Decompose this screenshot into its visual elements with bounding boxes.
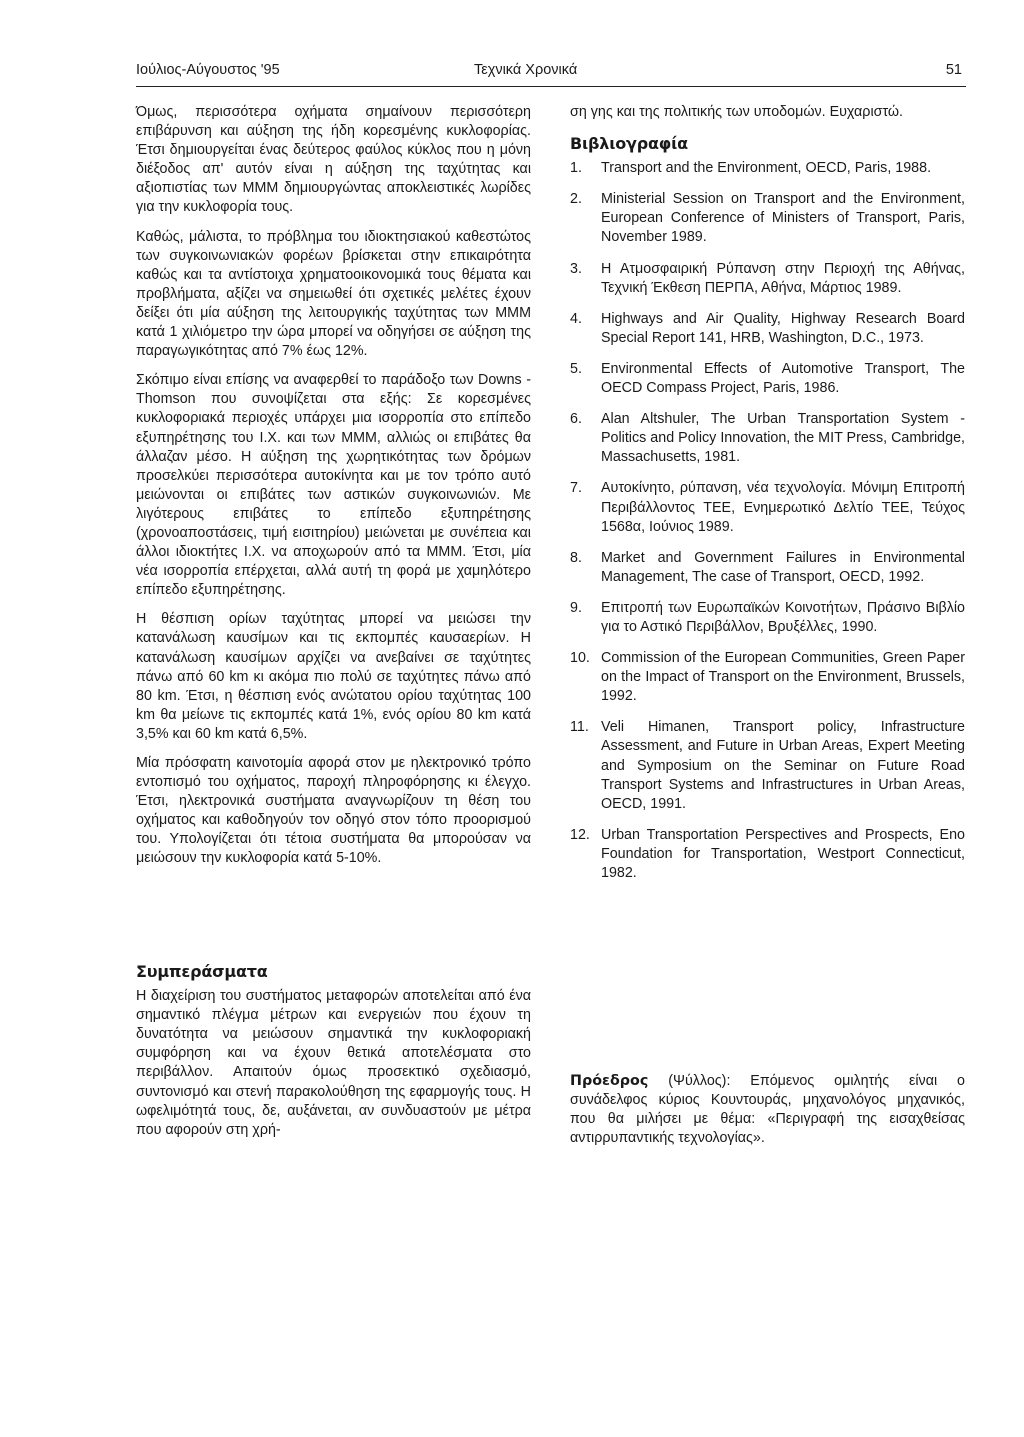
reference-item bbox=[570, 549, 965, 587]
reference-item bbox=[570, 310, 965, 348]
reference-number: 8. bbox=[570, 549, 582, 566]
conclusions-text: Η διαχείριση του συστήματος μεταφορών αποτελείται από ένα σημαντικό πλέγμα μέτρων και ενεργειών που έχουν τη δυνατότητα να μειώσουν σημαντικά την κυκλοφοριακή συμφόρηση και να έχουν θετικά αποτελέσματα στο περιβάλλον. Απαιτούν όμως προσεκτικό σχεδιασμό, συντονισμό και στενή παρακολούθηση της εφαρμογής τους. Η ωφελιμότητά τους, δε, αυξάνεται, αν συνδυαστούν με μέτρα που αφορούν στη χρή- bbox=[136, 988, 531, 1138]
reference-text: Highways and Air Quality, Highway Research Board Special Report 141, HRB, Washington, D.C., 1973. bbox=[601, 310, 965, 346]
page-number: 51 bbox=[945, 62, 962, 78]
reference-text: Veli Himanen, Transport policy, Infrastructure Assessment, and Future in Urban Areas, Expert Meeting and Symposium on the Seminar on Future Road Transport Systems and Infrastructures in Urban Areas, OECD, 1991. bbox=[601, 719, 965, 812]
reference-text: Environmental Effects of Automotive Transport, The OECD Compass Project, Paris, 1986. bbox=[601, 360, 965, 397]
reference-item bbox=[570, 649, 965, 706]
reference-text: Ministerial Session on Transport and the Environment, European Conference of Ministers of Transport, Paris, November 1989. bbox=[601, 191, 965, 246]
reference-number: 5. bbox=[570, 360, 582, 377]
reference-text: Αυτοκίνητο, ρύπανση, νέα τεχνολογία. Μόνιμη Επιτροπή Περιβάλλοντος ΤΕΕ, Ενημερωτικό Δελτίο ΤΕΕ, Τεύχος 1568α, Ιούνιος 1989. bbox=[601, 480, 965, 535]
reference-number: 4. bbox=[570, 310, 582, 327]
reference-item bbox=[570, 410, 965, 467]
chair-text: (Ψύλλος): Επόμενος ομιλητής είναι ο συνάδελφος κύριος Κουντουράς, μηχανολόγος μηχανικός, που θα μιλήσει με θέμα: «Περιγραφή της εισαχθείσας αντιρρυπαντικής τεχνολογίας». bbox=[570, 1073, 965, 1147]
issue-date: Ιούλιος-Αύγουστος '95 bbox=[136, 62, 280, 78]
body-paragraph: Σκόπιμο είναι επίσης να αναφερθεί το παράδοξο των Downs - Thomson που συνοψίζεται στα εξής: Σε κορεσμένες κυκλοφοριακά περιοχές υπάρχει μια ισορροπία στο επίπεδο εξυπηρέτησης του Ι.Χ. και των ΜΜΜ, αλλιώς οι επιβάτες θα άλλαζαν μέσο. Η αύξηση της χωρητικότητας των δρόμων προσελκύει περισσότερα αυτοκίνητα και με τον τρόπο αυτό μειώνονται οι επιβάτες των αστικών συγκοινωνιών. Με λιγότερους επιβάτες το επίπεδο εξυπηρέτησης (χρονοαποστάσεις, τιμή εισιτηρίου) μειώνεται με συνέπεια και άλλοι ιδιοκτήτες Ι.Χ. να αποχωρούν από τα ΜΜΜ. Έτσι, μία νέα ισορροπία επέρχεται, αλλά αυτή τη φορά με χαμηλότερο επίπεδο εξυπηρέτησης. bbox=[136, 372, 531, 599]
reference-item bbox=[570, 159, 965, 178]
reference-text: Η Ατμοσφαιρική Ρύπανση στην Περιοχή της Αθήνας, Τεχνική Έκθεση ΠΕΡΠΑ, Αθήνα, Μάρτιος 1989. bbox=[601, 260, 965, 296]
reference-item bbox=[570, 826, 965, 883]
reference-item bbox=[570, 190, 965, 247]
reference-text: Urban Transportation Perspectives and Prospects, Eno Foundation for Transportation, Westport Connecticut, 1982. bbox=[601, 826, 965, 881]
reference-text: Market and Government Failures in Environmental Management, The case of Transport, OECD, 1992. bbox=[601, 549, 965, 585]
conclusions-heading: Συμπεράσματα bbox=[136, 962, 268, 981]
reference-item bbox=[570, 599, 965, 637]
reference-text: Alan Altshuler, The Urban Transportation System - Politics and Policy Innovation, the MIT Press, Cambridge, Massachusetts, 1981. bbox=[601, 411, 965, 466]
reference-item bbox=[570, 360, 965, 398]
body-paragraph: Μία πρόσφατη καινοτομία αφορά στον με ηλεκτρονικό τρόπο εντοπισμό του οχήματος, παροχή πληροφόρησης κι έλεγχο. Έτσι, ηλεκτρονικά συστήματα αναγνωρίζουν τη θέση του οχήματος και καθοδηγούν τον οδηγό στον τόπο προορισμού του. Υπολογίζεται ότι τέτοια συστήματα θα μπορούσαν να μειώσουν την κυκλοφορία κατά 5-10%. bbox=[136, 755, 531, 867]
bibliography-heading: Βιβλιογραφία bbox=[570, 134, 688, 154]
reference-number: 1. bbox=[570, 160, 582, 177]
body-paragraph: Καθώς, μάλιστα, το πρόβλημα του ιδιοκτησιακού καθεστώτος των συγκοινωνιακών φορέων βρίσκεται στην επικαιρότητα καθώς και τα αντίστοιχα χρηματοοικονομικά τους θέματα και προβλήματα, αξίζει να σημειωθεί ότι σχετικές μελέτες έχουν δείξει ότι μία αύξηση της λειτουργικής ταχύτητας των ΜΜΜ κατά 1 χιλιόμετρο την ώρα μπορεί να οδηγήσει σε αύξηση της παραγωγικότητας από 7% έως 12%. bbox=[136, 228, 531, 360]
left-column bbox=[136, 103, 531, 879]
reference-number: 6. bbox=[570, 411, 582, 428]
reference-number: 3. bbox=[570, 260, 582, 277]
conclusions-section bbox=[136, 962, 531, 1140]
reference-item bbox=[570, 260, 965, 298]
reference-list bbox=[570, 159, 965, 883]
reference-number: 11. bbox=[570, 719, 589, 736]
reference-number: 9. bbox=[570, 599, 582, 616]
body-paragraph: Η θέσπιση ορίων ταχύτητας μπορεί να μειώσει την κατανάλωση καυσίμων και τις εκπομπές καυσαερίων. Η κατανάλωση καυσίμων αρχίζει να ανεβαίνει σε ταχύτητες πάνω από 60 km κι ακόμα πιο πολύ σε ταχύτητες πάνω από 80 km. Έτσι, η θέσπιση ενός ανώτατου ορίου ταχύτητας 100 km θα μείωνε τις εκπομπές κατά 1%, ενός ορίου 80 km κατά 3,5% και 60 km κατά 6,5%. bbox=[136, 611, 531, 742]
chair-note bbox=[570, 1072, 965, 1148]
continued-text: ση γης και της πολιτικής των υποδομών. Ευχαριστώ. bbox=[570, 104, 904, 120]
reference-item bbox=[570, 718, 965, 813]
reference-text: Commission of the European Communities, Green Paper on the Impact of Transport on the Environment, Brussels, 1992. bbox=[601, 650, 965, 705]
page-header bbox=[136, 62, 966, 87]
reference-text: Επιτροπή των Ευρωπαϊκών Κοινοτήτων, Πράσινο Βιβλίο για το Αστικό Περιβάλλον, Βρυξέλλες, 1990. bbox=[601, 599, 965, 635]
reference-text: Transport and the Environment, OECD, Paris, 1988. bbox=[601, 160, 932, 177]
journal-title: Τεχνικά Χρονικά bbox=[474, 62, 578, 78]
reference-number: 2. bbox=[570, 191, 582, 208]
reference-number: 12. bbox=[570, 826, 590, 843]
right-column bbox=[570, 103, 965, 895]
body-paragraph: Όμως, περισσότερα οχήματα σημαίνουν περισσότερη επιβάρυνση και αύξηση της ήδη κορεσμένης κυκλοφορίας. Έτσι δημιουργείται ένας δεύτερος φαύλος κύκλος που η μόνη διέξοδος απ' αυτόν είναι η αύξηση της ταχύτητας και αξιοπιστίας των ΜΜΜ δημιουργώντας αποκλειστικές λωρίδες για την κυκλοφορία τους. bbox=[136, 104, 531, 216]
reference-number: 10. bbox=[570, 650, 590, 667]
reference-item bbox=[570, 479, 965, 536]
chair-paragraph bbox=[570, 1072, 965, 1148]
reference-number: 7. bbox=[570, 480, 582, 497]
speaker-name: Πρόεδρος bbox=[570, 1073, 649, 1089]
